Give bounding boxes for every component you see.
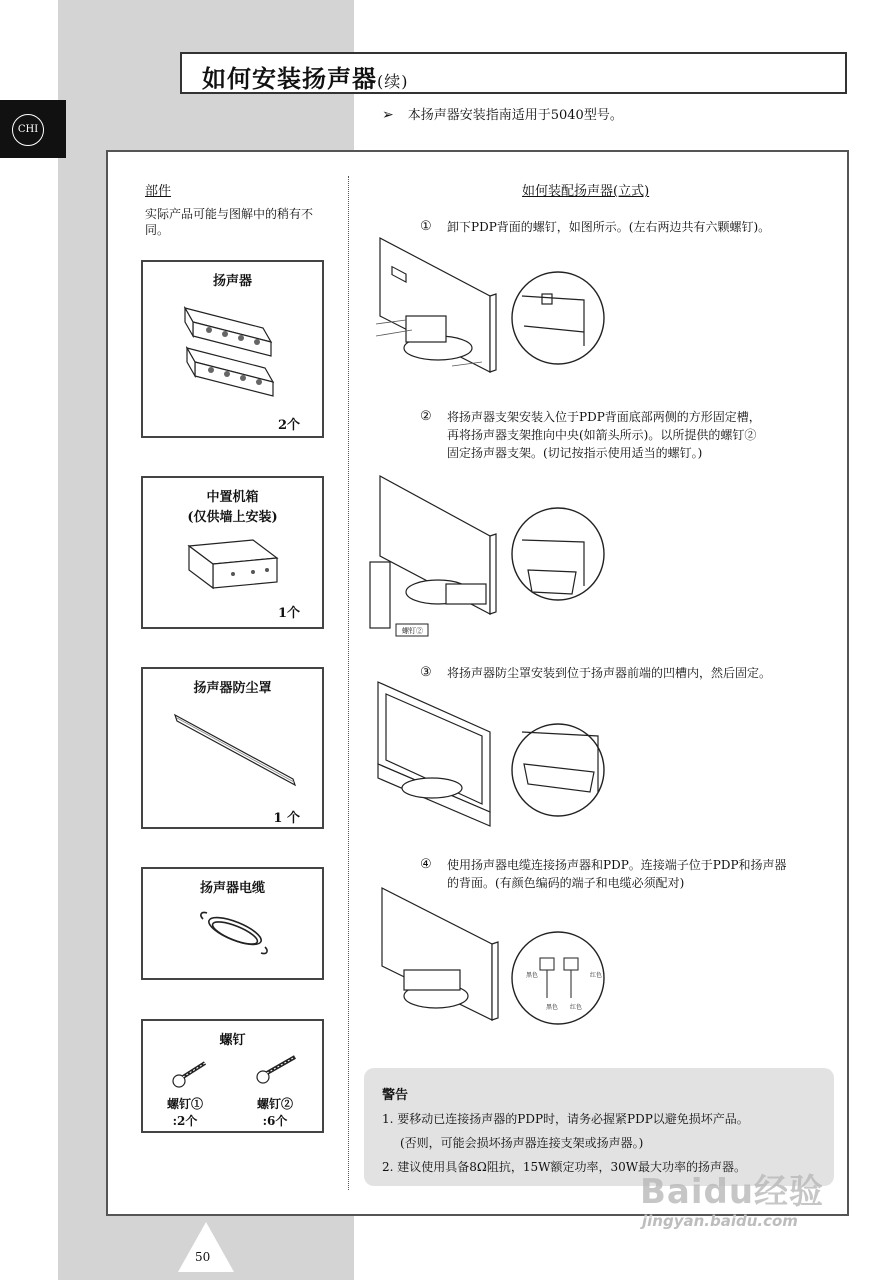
step-number: ④ xyxy=(420,857,432,872)
part-title: 扬声器防尘罩 xyxy=(193,681,272,696)
language-tab xyxy=(0,100,66,158)
part-speakers xyxy=(141,260,324,438)
page-title xyxy=(202,59,409,94)
step-2-figure xyxy=(366,474,616,638)
part-title: 扬声器电缆 xyxy=(199,881,265,896)
screw-2-icon xyxy=(255,1055,299,1085)
part-title: 螺钉 xyxy=(219,1033,246,1048)
part-count: 1 个 xyxy=(273,811,300,826)
page-number-marker xyxy=(178,1222,234,1272)
dust-cover-illustration xyxy=(171,711,301,791)
warning-item: 2. 建议使用具备8Ω阻抗，15W额定功率，30W最大功率的扬声器。 xyxy=(382,1160,747,1174)
parts-heading: 部件 xyxy=(145,184,172,199)
part-title-line2: (仅供墙上安装) xyxy=(187,510,278,525)
step-text-line: 固定扬声器支架。(切记按指示使用适当的螺钉。) xyxy=(447,446,703,460)
screw-2-caption xyxy=(257,1095,293,1129)
step-3-figure xyxy=(372,680,616,832)
assembly-heading: 如何装配扬声器(立式) xyxy=(522,184,650,199)
part-title-line1: 中置机箱 xyxy=(206,490,259,505)
terminal-label-black: 黑色 xyxy=(526,972,539,979)
step-2-figure-label: 螺钉② xyxy=(402,627,423,635)
warning-item: 1. 要移动已连接扬声器的PDP时，请务必握紧PDP以避免损坏产品。 xyxy=(382,1112,749,1126)
cable-illustration xyxy=(195,907,275,957)
warning-item: (否则，可能会损坏扬声器连接支架或扬声器。) xyxy=(400,1136,644,1150)
part-dust-cover xyxy=(141,667,324,829)
screw-2-label: 螺钉② xyxy=(257,1097,294,1111)
step-text-line: 使用扬声器电缆连接扬声器和PDP。连接端子位于PDP和扬声器 xyxy=(447,858,787,872)
part-screws xyxy=(141,1019,324,1133)
step-text: 将扬声器防尘罩安装到位于扬声器前端的凹槽内，然后固定。 xyxy=(447,666,772,680)
speaker-illustration xyxy=(181,300,281,400)
screw-1-icon xyxy=(171,1059,211,1089)
screw-1-caption xyxy=(167,1095,203,1129)
column-divider xyxy=(348,176,349,1190)
step-number: ③ xyxy=(420,665,432,680)
step-text: 卸下PDP背面的螺钉，如图所示。(左右两边共有六颗螺钉)。 xyxy=(447,220,771,234)
screw-2-qty: :6个 xyxy=(262,1114,288,1128)
cable-label-red: 红色 xyxy=(570,1004,583,1011)
language-label: CHI xyxy=(12,114,44,146)
screw-1-qty: :2个 xyxy=(172,1114,198,1128)
step-text-line: 将扬声器支架安装入位于PDP背面底部两侧的方形固定槽， xyxy=(447,410,761,424)
arrow-icon: ➢ xyxy=(382,107,394,123)
part-count: 2个 xyxy=(277,418,300,433)
step-1 xyxy=(420,218,830,236)
page-title-suffix: (续) xyxy=(377,72,409,91)
terminal-label-red: 红色 xyxy=(590,972,603,979)
page-title-text: 如何安装扬声器 xyxy=(202,64,377,93)
step-number: ② xyxy=(420,409,432,424)
step-text-line: 再将扬声器支架推向中央(如箭头所示)。以所提供的螺钉② xyxy=(447,428,757,442)
intro-line xyxy=(382,104,623,123)
step-2 xyxy=(420,408,830,462)
watermark-url: jingyan.baidu.com xyxy=(642,1212,798,1230)
center-box-illustration xyxy=(183,536,283,596)
page-number: 50 xyxy=(195,1250,211,1264)
step-number: ① xyxy=(420,219,432,234)
part-title xyxy=(143,488,322,528)
warning-title: 警告 xyxy=(382,1088,409,1103)
watermark-brand: Baidu经验 xyxy=(640,1172,825,1212)
parts-note: 实际产品可能与图解中的稍有不同。 xyxy=(145,207,314,237)
step-1-figure xyxy=(372,236,612,382)
step-text-line: 的背面。(有颜色编码的端子和电缆必须配对) xyxy=(447,876,685,890)
part-center-box xyxy=(141,476,324,629)
page-title-box xyxy=(180,52,847,94)
part-speaker-cable xyxy=(141,867,324,980)
part-title: 扬声器 xyxy=(212,274,252,289)
intro-text: 本扬声器安装指南适用于5040型号。 xyxy=(407,108,623,123)
part-count: 1个 xyxy=(277,606,300,621)
cable-label-black: 黑色 xyxy=(546,1004,559,1011)
screw-1-label: 螺钉① xyxy=(167,1097,204,1111)
